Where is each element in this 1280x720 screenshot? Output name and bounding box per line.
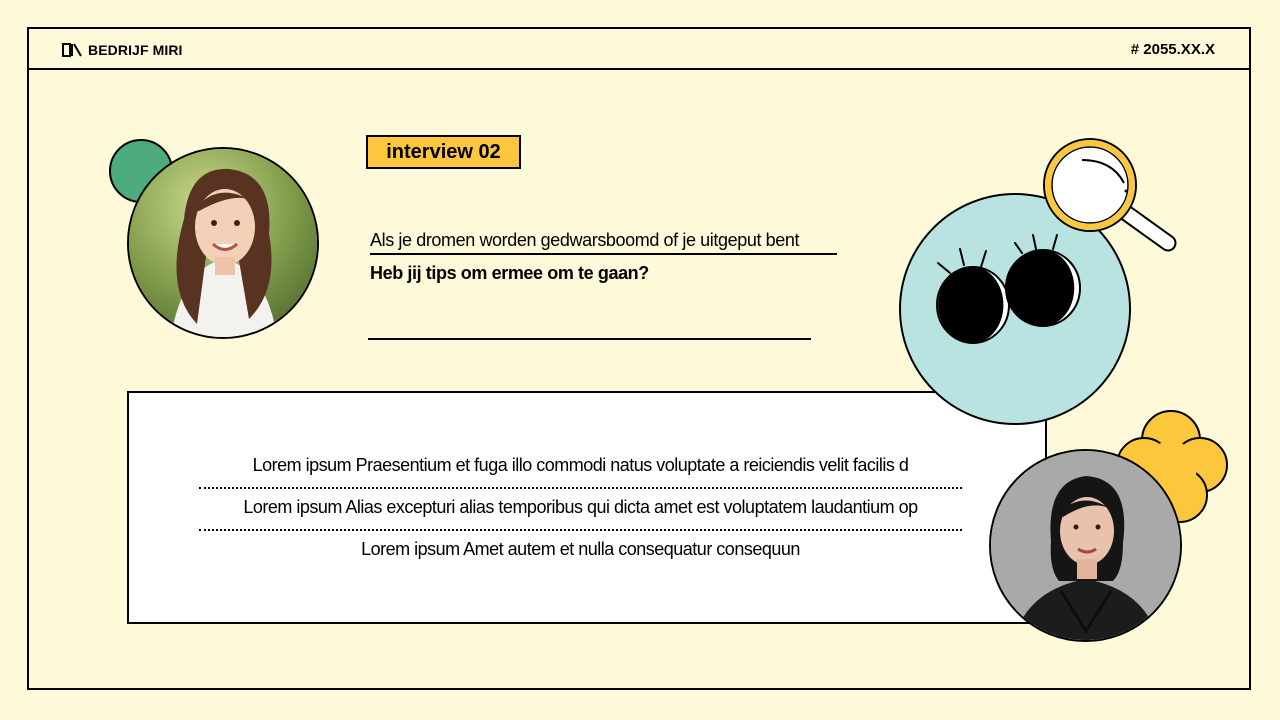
book-logo-icon <box>62 42 82 58</box>
dotted-divider <box>199 487 962 489</box>
answer-line-2: Lorem ipsum Alias excepturi alias temporibus qui dicta amet est voluptatem laudantium op <box>243 497 918 517</box>
question-line-1: Als je dromen worden gedwarsboomd of je uitgeput bent <box>370 230 800 250</box>
question-underline <box>370 253 837 255</box>
avatar-interviewee <box>127 147 319 339</box>
brand-name: BEDRIJF MIRI <box>88 42 183 58</box>
brand-logo[interactable] <box>62 40 183 60</box>
avatar-interviewer <box>989 449 1182 642</box>
interview-tag: interview 02 <box>366 135 521 169</box>
answer-rule <box>368 338 811 340</box>
header-bar <box>29 29 1249 70</box>
document-code: # 2055.XX.X <box>1130 41 1215 58</box>
answer-line-1: Lorem ipsum Praesentium et fuga illo commodi natus voluptate a reiciendis velit facilis d <box>252 455 909 475</box>
answer-line-3: Lorem ipsum Amet autem et nulla consequatur consequun <box>361 539 800 559</box>
dotted-divider <box>199 529 962 531</box>
googly-eyes-icon <box>890 125 1190 435</box>
question-line-2: Heb jij tips om ermee om te gaan? <box>370 263 649 283</box>
